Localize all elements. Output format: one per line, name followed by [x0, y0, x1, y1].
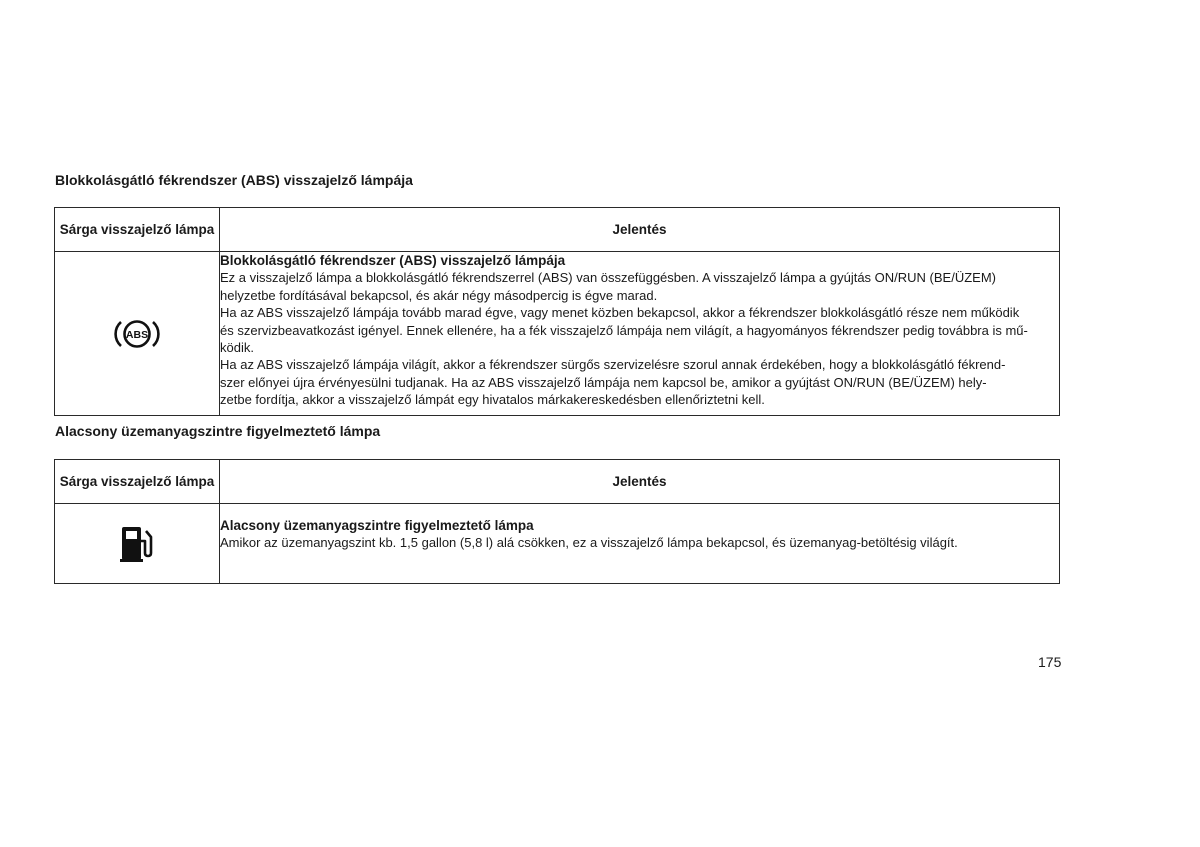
description-line: szer előnyei újra érvényesülni tudjanak. Ha az ABS visszajelző lámpája nem kapcsol be, amikor a gyújtást ON/RUN (BE/ÜZEM) hely-: [220, 374, 987, 390]
description-line: zetbe fordítja, akkor a visszajelző lámpát egy hivatalos márkakereskedésben ellenőriztetni kell.: [220, 392, 765, 408]
description-line: Amikor az üzemanyagszint kb. 1,5 gallon (5,8 l) alá csökken, ez a visszajelző lámpa bekapcsol, és üzemanyag-betöltésig világít.: [220, 535, 958, 551]
abs-lamp-table: [54, 207, 1060, 416]
description-line: ködik.: [220, 340, 254, 356]
section-heading-abs: Blokkolásgátló fékrendszer (ABS) visszajelző lámpája: [55, 172, 413, 188]
column-header-lamp: Sárga visszajelző lámpa: [55, 208, 220, 252]
description-title: Blokkolásgátló fékrendszer (ABS) visszajelző lámpája: [220, 253, 566, 268]
page-number: 175: [1038, 654, 1062, 670]
fuel-lamp-table: [54, 459, 1060, 584]
meaning-cell: [220, 252, 1060, 416]
description-line: Ha az ABS visszajelző lámpája világít, akkor a fékrendszer sürgős szervizelésre szorul annak érdekében, hogy a blokkolásgátló fékrend-: [220, 357, 1006, 373]
fuel-pump-icon: [55, 525, 219, 563]
description-line: Ez a visszajelző lámpa a blokkolásgátló fékrendszerrel (ABS) van összefüggésben. A visszajelző lámpa a gyújtás ON/RUN (BE/ÜZEM): [220, 270, 996, 286]
description-title: Alacsony üzemanyagszintre figyelmeztető lámpa: [220, 518, 534, 533]
description-line: és szervizbeavatkozást igényel. Ennek ellenére, ha a fék visszajelző lámpája nem világít, a hagyományos fékrendszer pedig továbbra is mű-: [220, 322, 1028, 338]
lamp-icon-cell: [55, 504, 220, 584]
meaning-cell: [220, 504, 1060, 584]
lamp-icon-cell: [55, 252, 220, 416]
column-header-meaning: Jelentés: [220, 460, 1060, 504]
column-header-lamp: Sárga visszajelző lámpa: [55, 460, 220, 504]
column-header-meaning: Jelentés: [220, 208, 1060, 252]
svg-text:ABS: ABS: [125, 328, 149, 341]
description-line: Ha az ABS visszajelző lámpája tovább marad égve, vagy menet közben bekapcsol, akkor a fékrendszer blokkolásgátló része nem működik: [220, 305, 1020, 321]
description-line: helyzetbe fordításával bekapcsol, és akár négy másodpercig is égve marad.: [220, 287, 658, 303]
abs-warning-icon: [55, 318, 219, 350]
section-heading-fuel: Alacsony üzemanyagszintre figyelmeztető lámpa: [55, 423, 381, 439]
